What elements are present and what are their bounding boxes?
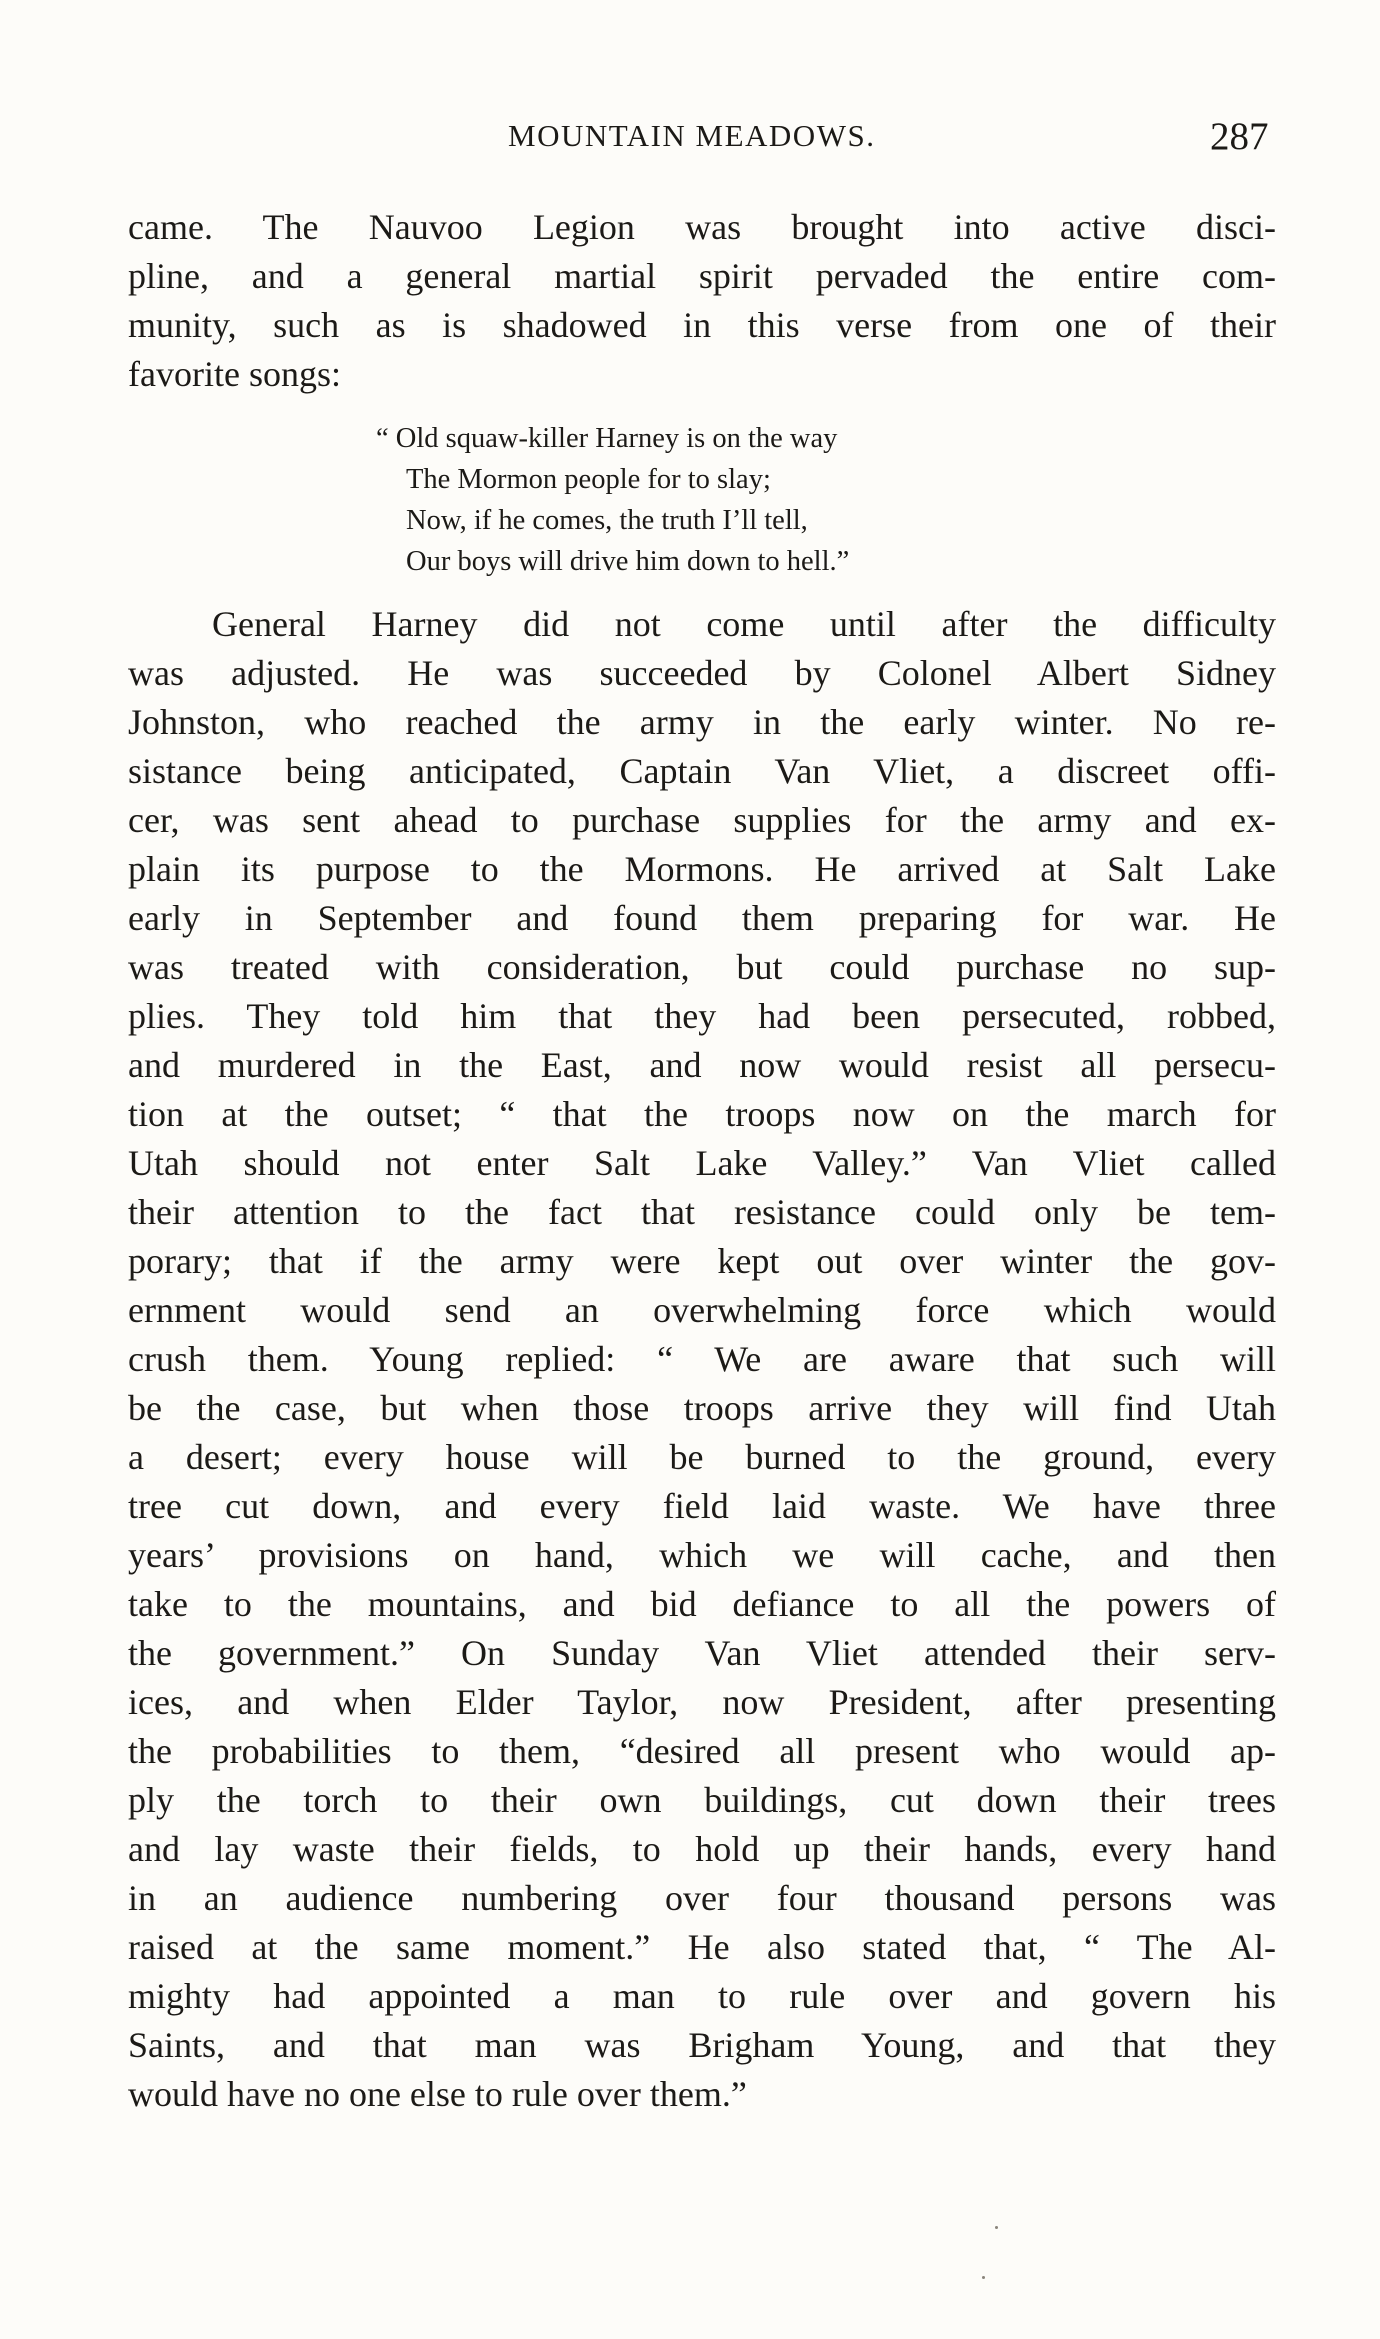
text-line: early in September and found them preparing for war. He [128,898,1276,938]
text-line: the probabilities to them, “desired all present who would ap- [128,1731,1276,1771]
text-line: was adjusted. He was succeeded by Colonel Albert Sidney [128,653,1276,693]
text-line: and lay waste their fields, to hold up their hands, every hand [128,1829,1276,1869]
text-line: General Harney did not come until after the difficulty [212,604,1276,644]
print-speck [982,2276,985,2279]
text-line: be the case, but when those troops arrive they will find Utah [128,1388,1276,1428]
running-title: MOUNTAIN MEADOWS. [508,118,876,153]
text-line: take to the mountains, and bid defiance to all the powers of [128,1584,1276,1624]
text-line: mighty had appointed a man to rule over and govern his [128,1976,1276,2016]
paragraph-1 [128,203,1276,399]
text-line: Saints, and that man was Brigham Young, and that they [128,2025,1276,2065]
text-line: a desert; every house will be burned to the ground, every [128,1437,1276,1477]
paragraph-2 [128,600,1276,2119]
text-line: raised at the same moment.” He also stated that, “ The Al- [128,1927,1276,1967]
verse-line: “ Old squaw-killer Harney is on the way [376,423,838,454]
text-line: cer, was sent ahead to purchase supplies for the army and ex- [128,800,1276,840]
text-line: would have no one else to rule over them.” [128,2074,747,2114]
text-line: came. The Nauvoo Legion was brought into active disci- [128,207,1276,247]
text-line: munity, such as is shadowed in this verse from one of their [128,305,1276,345]
text-line: favorite songs: [128,354,341,394]
text-line: years’ provisions on hand, which we will cache, and then [128,1535,1276,1575]
text-line: in an audience numbering over four thousand persons was [128,1878,1276,1918]
verse-line: Now, if he comes, the truth I’ll tell, [406,505,808,536]
text-line: porary; that if the army were kept out over winter the gov- [128,1241,1276,1281]
text-line: Utah should not enter Salt Lake Valley.” Van Vliet called [128,1143,1276,1183]
page-number: 287 [1210,115,1269,158]
text-line: pline, and a general martial spirit pervaded the entire com- [128,256,1276,296]
text-line: tree cut down, and every field laid waste. We have three [128,1486,1276,1526]
verse-quotation [376,418,849,582]
text-line: ernment would send an overwhelming force which would [128,1290,1276,1330]
text-line: ices, and when Elder Taylor, now President, after presenting [128,1682,1276,1722]
verse-line: The Mormon people for to slay; [406,464,771,495]
text-line: was treated with consideration, but could purchase no sup- [128,947,1276,987]
verse-line: Our boys will drive him down to hell.” [406,546,850,577]
text-line: and murdered in the East, and now would resist all persecu- [128,1045,1276,1085]
text-line: Johnston, who reached the army in the early winter. No re- [128,702,1276,742]
text-line: crush them. Young replied: “ We are aware that such will [128,1339,1276,1379]
text-line: plies. They told him that they had been persecuted, robbed, [128,996,1276,1036]
text-line: the government.” On Sunday Van Vliet attended their serv- [128,1633,1276,1673]
print-speck [995,2226,998,2229]
text-line: plain its purpose to the Mormons. He arrived at Salt Lake [128,849,1276,889]
text-line: tion at the outset; “ that the troops now on the march for [128,1094,1276,1134]
text-line: their attention to the fact that resistance could only be tem- [128,1192,1276,1232]
text-line: ply the torch to their own buildings, cut down their trees [128,1780,1276,1820]
text-line: sistance being anticipated, Captain Van Vliet, a discreet offi- [128,751,1276,791]
